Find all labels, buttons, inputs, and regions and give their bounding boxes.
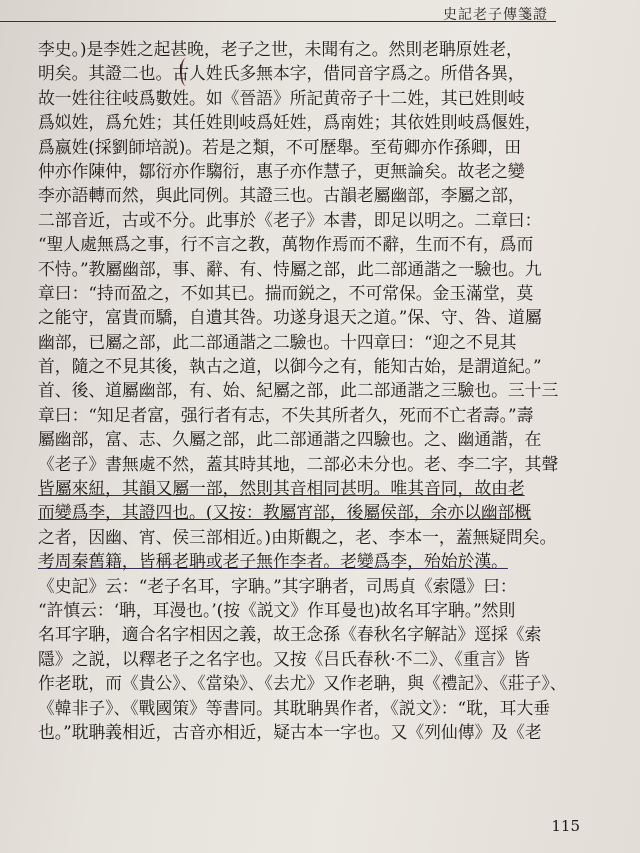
- text-line: 章曰：“持而盈之，不如其已。揣而鋭之，不可常保。金玉滿堂，莫: [38, 282, 534, 303]
- header-rule: [0, 21, 556, 22]
- text-line: 首、後、道屬幽部，有、始、紀屬之部，此二部通諧之三驗也。三十三: [38, 380, 559, 401]
- text-line: 考周秦舊籍，皆稱老聃或老子無作李者。老變爲李，殆始於漢。: [38, 551, 508, 572]
- running-header: [0, 0, 640, 22]
- text-line: 屬幽部，富、志、久屬之部，此二部通諧之四驗也。之、幽通諧，在: [38, 429, 542, 450]
- text-line: “聖人處無爲之事，行不言之教，萬物作焉而不辭，生而不有，爲而: [38, 234, 534, 255]
- text-line: 之能守，富貴而驕，自遺其咎。功遂身退天之道。”保、守、咎、道屬: [38, 307, 542, 328]
- text-line: 也。”耽聃義相近，古音亦相近，疑古本一字也。又《列仙傳》及《老: [38, 721, 542, 742]
- text-line: 而變爲李，其證四也。(又按：教屬宵部，後屬侯部，余亦以幽部概: [38, 502, 532, 523]
- text-line: 皆屬來紐，其韻又屬一部，然則其音相同甚明。唯其音同，故由老: [38, 478, 525, 499]
- text-line: 首，隨之不見其後，執古之道，以御今之有，能知古始，是謂道紀。”: [38, 356, 542, 377]
- text-line: 仲亦作陳仲，鄒衍亦作騶衍，惠子亦作慧子，更無論矣。故老之變: [38, 160, 525, 181]
- body-text: [38, 37, 586, 744]
- text-line: 李亦語轉而然，與此同例。其證三也。古韻老屬幽部，李屬之部，: [38, 185, 525, 206]
- text-line: 故一姓往往岐爲數姓。如《晉語》所記黄帝子十二姓，其已姓則岐: [38, 87, 525, 108]
- text-line: 作老耽，而《貴公》、《當染》、《去尤》又作老聃，與《禮記》、《莊子》、: [38, 673, 567, 694]
- text-line: 《史記》云：“老子名耳，字聃。”其字聃者，司馬貞《索隱》曰：: [38, 575, 517, 596]
- text-line: 名耳字聃，適合名字相因之義，故王念孫《春秋名字解詁》逕採《索: [38, 624, 542, 645]
- text-line: 《老子》書無處不然，蓋其時其地，二部必未分也。老、李二字，其聲: [38, 453, 559, 474]
- text-line: 之者，因幽、宵、侯三部相近。)由斯觀之，老、李本一，蓋無疑問矣。: [38, 526, 557, 547]
- page-number: 115: [551, 817, 580, 835]
- text-line: 不恃。”教屬幽部，事、辭、有、恃屬之部，此二部通諧之一驗也。九: [38, 258, 542, 279]
- text-line: 明矣。其證二也。古人姓氏多無本字，借同音字爲之。所借各異，: [38, 63, 525, 84]
- text-line: 二部音近，古或不分。此事於《老子》本書，即足以明之。二章曰：: [38, 209, 542, 230]
- text-line: 章曰：“知足者富，强行者有志，不失其所者久，死而不亡者壽。”壽: [38, 404, 534, 425]
- text-line: 爲姒姓，爲允姓；其任姓則岐爲妊姓，爲南姓；其依姓則岐爲偃姓，: [38, 112, 542, 133]
- running-header-title: 史記老子傳箋證: [443, 7, 548, 23]
- text-line: 幽部，已屬之部，此二部通諧之二驗也。十四章曰：“迎之不見其: [38, 331, 517, 352]
- text-line: “許慎云：‘聃，耳漫也。’(按《説文》作耳曼也)故名耳字聃。”然則: [38, 599, 516, 620]
- text-line: 爲嬴姓(採劉師培説)。若是之類，不可歷舉。至荀卿亦作孫卿，田: [38, 136, 521, 157]
- text-line: 李史。)是李姓之起甚晚，老子之世，未聞有之。然則老聃原姓老，: [38, 39, 523, 59]
- text-line: 隱》之説，以釋老子之名字也。又按《吕氏春秋·不二》、《重言》皆: [38, 648, 530, 669]
- text-line: 《韓非子》、《戰國策》等書同。其耽聃異作者，《説文》：“耽，耳大垂: [38, 697, 551, 718]
